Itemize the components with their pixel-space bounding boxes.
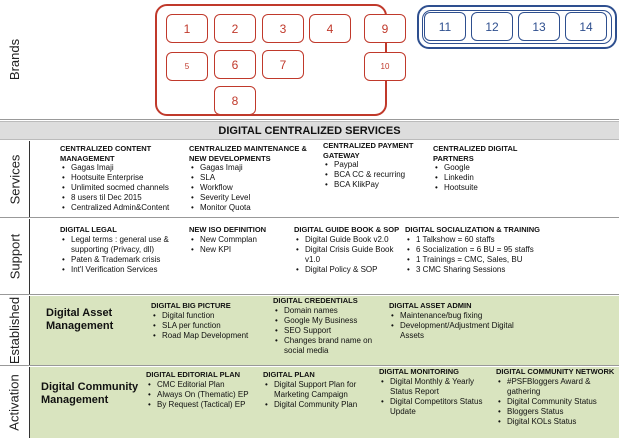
brand-box-9-label: 9 [381, 21, 389, 36]
list-item: • SLA [189, 173, 313, 183]
services-col-1-heading: CENTRALIZED CONTENT MANAGEMENT [60, 144, 152, 163]
established-col-2 [273, 296, 385, 356]
list-item: • Maintenance/bug fixing [389, 311, 529, 321]
support-col-3-list [294, 235, 404, 275]
brand-box-13 [518, 12, 560, 41]
support-col-2-list [189, 235, 289, 255]
brand-box-3 [262, 14, 304, 43]
support-col-4-list [405, 235, 615, 275]
support-col-1-heading: DIGITAL LEGAL [60, 225, 117, 234]
activation-col-4-list [496, 377, 618, 427]
list-item: • Gagas Imaji [189, 163, 313, 173]
list-item: • Centralized Admin&Content [60, 203, 184, 213]
list-item: • Google [433, 163, 533, 173]
activation-col-2-heading: DIGITAL PLAN [263, 370, 315, 379]
services-col-4-list [433, 163, 533, 193]
brand-box-14-label: 14 [579, 19, 593, 34]
activation-col-1 [146, 370, 264, 410]
support-col-1-list [60, 235, 182, 275]
brand-box-12-label: 12 [485, 19, 499, 34]
support-body [31, 219, 619, 294]
services-body [31, 141, 619, 217]
brand-box-12 [471, 12, 513, 41]
activation-body [31, 367, 619, 438]
list-item: • Hootsuite [433, 183, 533, 193]
established-col-1-heading: DIGITAL BIG PICTURE [151, 301, 231, 310]
list-item: • 6 Socialization = 6 BU = 95 staffs [405, 245, 615, 255]
activation-col-4-heading: DIGITAL COMMUNITY NETWORK [496, 367, 615, 376]
brand-box-7-label: 7 [279, 57, 287, 72]
list-item: • New Commplan [189, 235, 289, 245]
activation-col-2-list [263, 380, 375, 410]
brand-box-10 [364, 52, 406, 81]
list-item: • Digital Support Plan for Marketing Campaign [263, 380, 375, 400]
activation-col-1-heading: DIGITAL EDITORIAL PLAN [146, 370, 241, 379]
list-item: • CMC Editorial Plan [146, 380, 264, 390]
brand-box-11-label: 11 [438, 19, 452, 34]
established-col-1-list [151, 311, 281, 341]
list-item: • New KPI [189, 245, 289, 255]
list-item: • Monitor Quota [189, 203, 313, 213]
brands-section [0, 0, 619, 120]
support-col-1 [60, 225, 182, 275]
brand-box-8-label: 8 [231, 93, 239, 108]
list-item: • 1 Trainings = CMC, Sales, BU [405, 255, 615, 265]
established-col-1 [151, 301, 281, 341]
list-item: • By Request (Tactical) EP [146, 400, 264, 410]
list-item: • Always On (Thematic) EP [146, 390, 264, 400]
activation-col-1-list [146, 380, 264, 410]
support-col-2 [189, 225, 289, 255]
brand-box-6-label: 6 [231, 57, 239, 72]
services-col-4-heading: CENTRALIZED DIGITAL PARTNERS [433, 144, 518, 163]
brand-box-8 [214, 86, 256, 115]
brand-box-4-label: 4 [326, 21, 334, 36]
list-item: • Digital Community Status [496, 397, 618, 407]
list-item: • Bloggers Status [496, 407, 618, 417]
established-col-2-list [273, 306, 385, 356]
list-item: • Workflow [189, 183, 313, 193]
list-item: • Digital Policy & SOP [294, 265, 404, 275]
services-col-1-list [60, 163, 184, 213]
brand-box-13-label: 13 [532, 19, 546, 34]
established-program-name: Digital Asset Management [46, 307, 114, 332]
established-col-3 [389, 301, 529, 341]
brand-box-2 [214, 14, 256, 43]
support-col-3-heading: DIGITAL GUIDE BOOK & SOP [294, 225, 400, 234]
services-col-4 [433, 144, 533, 193]
brand-box-5-label: 5 [184, 62, 190, 71]
list-item: • SEO Support [273, 326, 385, 336]
activation-col-3-list [379, 377, 497, 417]
activation-col-3-heading: DIGITAL MONITORING [379, 367, 459, 376]
list-item: • #PSFBloggers Award & gathering [496, 377, 618, 397]
list-item: • Paypal [323, 160, 429, 170]
support-label-text: Support [7, 233, 23, 280]
established-section [0, 296, 619, 366]
list-item: • 8 users til Dec 2015 [60, 193, 184, 203]
list-item: • Domain names [273, 306, 385, 316]
established-label-text: Established [7, 296, 22, 365]
list-item: • Google My Business [273, 316, 385, 326]
list-item: • Development/Adjustment Digital Assets [389, 321, 529, 341]
list-item: • Road Map Development [151, 331, 281, 341]
brand-box-4 [309, 14, 351, 43]
list-item: • Digital Guide Book v2.0 [294, 235, 404, 245]
list-item: • Digital Monthly & Yearly Status Report [379, 377, 497, 397]
established-col-2-heading: DIGITAL CREDENTIALS [273, 296, 358, 305]
support-section [0, 219, 619, 295]
activation-col-3 [379, 367, 497, 417]
activation-section-label [0, 367, 30, 438]
services-section [0, 141, 619, 218]
list-item: • 1 Talkshow = 60 staffs [405, 235, 615, 245]
established-col-3-heading: DIGITAL ASSET ADMIN [389, 301, 472, 310]
brand-box-3-label: 3 [279, 21, 287, 36]
list-item: • BCA KlikPay [323, 180, 429, 190]
brand-box-7 [262, 50, 304, 79]
brands-label-text: Brands [7, 38, 23, 81]
services-col-3-list [323, 160, 429, 190]
services-col-3 [323, 141, 429, 190]
list-item: • Legal terms : general use & supporting (Privacy, dll) [60, 235, 182, 255]
support-section-label [0, 219, 30, 294]
support-col-4-heading: DIGITAL SOCIALIZATION & TRAINING [405, 225, 540, 234]
list-item: • Severity Level [189, 193, 313, 203]
support-col-4 [405, 225, 615, 275]
brand-box-2-label: 2 [231, 21, 239, 36]
services-col-2-list [189, 163, 313, 213]
list-item: • Digital Competitors Status Update [379, 397, 497, 417]
activation-label-text: Activation [7, 374, 22, 431]
established-body [31, 296, 619, 365]
list-item: • Gagas Imaji [60, 163, 184, 173]
activation-col-2 [263, 370, 375, 410]
list-item: • Linkedin [433, 173, 533, 183]
list-item: • Digital function [151, 311, 281, 321]
activation-program-name: Digital Community Management [41, 381, 139, 406]
list-item: • BCA CC & recurring [323, 170, 429, 180]
services-label-text: Services [7, 154, 23, 204]
brand-box-14 [565, 12, 607, 41]
brand-box-10-label: 10 [380, 62, 390, 71]
services-section-label [0, 141, 30, 217]
brand-box-11 [424, 12, 466, 41]
page-title: DIGITAL CENTRALIZED SERVICES [0, 121, 619, 140]
list-item: • SLA per function [151, 321, 281, 331]
list-item: • Digital KOLs Status [496, 417, 618, 427]
list-item: • Changes brand name on social media [273, 336, 385, 356]
support-col-3 [294, 225, 404, 275]
activation-section [0, 367, 619, 438]
list-item: • Hootsuite Enterprise [60, 173, 184, 183]
services-col-1 [60, 144, 184, 213]
list-item: • Unlimited socmed channels [60, 183, 184, 193]
support-col-2-heading: NEW ISO DEFINITION [189, 225, 267, 234]
services-col-2-heading: CENTRALIZED MAINTENANCE & NEW DEVELOPMENTS [189, 144, 307, 163]
brand-box-1 [166, 14, 208, 43]
brand-box-1-label: 1 [183, 21, 191, 36]
brands-area [31, 0, 619, 119]
brand-box-9 [364, 14, 406, 43]
activation-col-4 [496, 367, 618, 427]
list-item: • Int'l Verification Services [60, 265, 182, 275]
established-col-3-list [389, 311, 529, 341]
list-item: • Digital Crisis Guide Book v1.0 [294, 245, 404, 265]
brand-box-5 [166, 52, 208, 81]
list-item: • Paten & Trademark crisis [60, 255, 182, 265]
brands-section-label [0, 0, 30, 119]
brand-box-6 [214, 50, 256, 79]
established-section-label [0, 296, 30, 365]
list-item: • Digital Community Plan [263, 400, 375, 410]
services-col-2 [189, 144, 313, 213]
services-col-3-heading: CENTRALIZED PAYMENT GATEWAY [323, 141, 414, 160]
list-item: • 3 CMC Sharing Sessions [405, 265, 615, 275]
